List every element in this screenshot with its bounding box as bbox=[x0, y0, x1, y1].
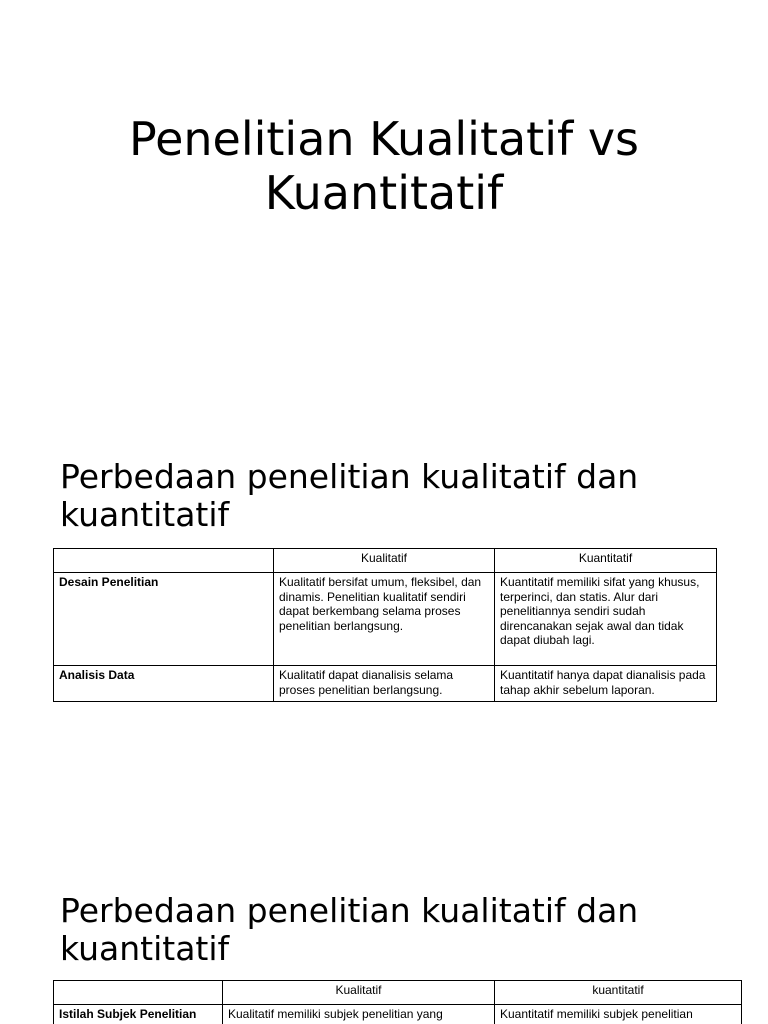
slide-2-heading-line-2: kuantitatif bbox=[60, 929, 230, 968]
slide-1-heading-line-2: kuantitatif bbox=[60, 495, 230, 534]
slide-2-heading bbox=[60, 892, 740, 968]
cell-kuantitatif: Kuantitatif hanya dapat dianalisis pada tahap akhir sebelum laporan. bbox=[495, 666, 717, 702]
row-label: Analisis Data bbox=[54, 666, 274, 702]
cell-kualitatif: Kualitatif dapat dianalisis selama proses penelitian berlangsung. bbox=[274, 666, 495, 702]
table-row bbox=[54, 666, 717, 702]
slide-2-heading-line-1: Perbedaan penelitian kualitatif dan bbox=[60, 891, 639, 930]
row-label: Istilah Subjek Penelitian bbox=[54, 1005, 223, 1024]
presentation-title-line-1: Penelitian Kualitatif vs bbox=[128, 112, 640, 166]
comparison-table-2 bbox=[53, 980, 742, 1024]
cell-kualitatif: Kualitatif memiliki subjek penelitian yang bbox=[223, 1005, 495, 1024]
presentation-title-line-2: Kuantitatif bbox=[264, 166, 504, 220]
row-label: Desain Penelitian bbox=[54, 573, 274, 666]
cell-kuantitatif: Kuantitatif memiliki sifat yang khusus, terperinci, dan statis. Alur dari penelitiannya sendiri sudah direncanakan sejak awal dan tidak dapat diubah lagi. bbox=[495, 573, 717, 666]
slide-1-heading-line-1: Perbedaan penelitian kualitatif dan bbox=[60, 457, 639, 496]
header-cell-kualitatif: Kualitatif bbox=[274, 549, 495, 573]
presentation-title bbox=[0, 112, 768, 220]
header-cell-kualitatif: Kualitatif bbox=[223, 981, 495, 1005]
header-cell-kuantitatif: Kuantitatif bbox=[495, 549, 717, 573]
table-row bbox=[54, 573, 717, 666]
table-header-row bbox=[54, 981, 742, 1005]
cell-kuantitatif: Kuantitatif memiliki subjek penelitian bbox=[495, 1005, 742, 1024]
table-header-row bbox=[54, 549, 717, 573]
header-cell-empty bbox=[54, 981, 223, 1005]
header-cell-empty bbox=[54, 549, 274, 573]
header-cell-kuantitatif: kuantitatif bbox=[495, 981, 742, 1005]
cell-kualitatif: Kualitatif bersifat umum, fleksibel, dan dinamis. Penelitian kualitatif sendiri dapat berkembang selama proses penelitian berlangsung. bbox=[274, 573, 495, 666]
slide-1-heading bbox=[60, 458, 740, 534]
comparison-table-1 bbox=[53, 548, 717, 702]
table-row bbox=[54, 1005, 742, 1024]
